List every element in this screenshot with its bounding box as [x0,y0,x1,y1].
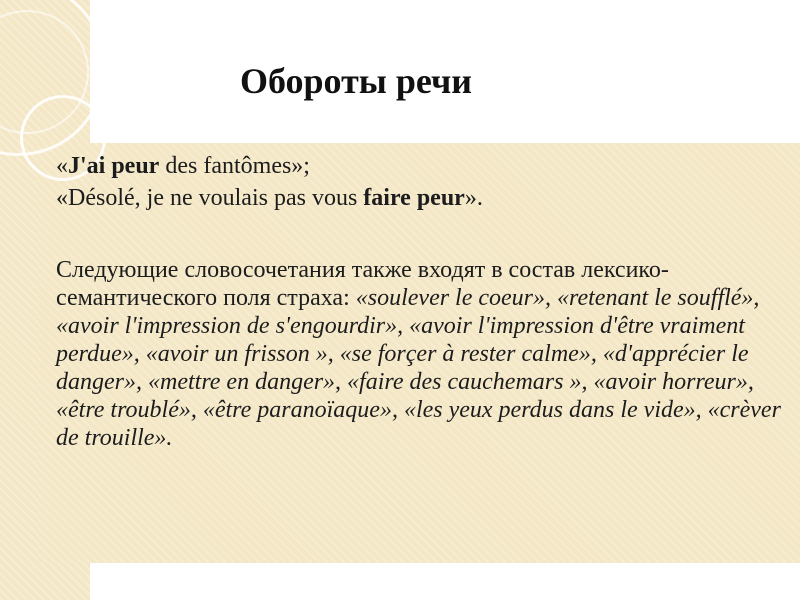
open-quote: « [56,153,68,179]
paragraph-phrases: «soulever le coeur», «retenant le soufflé», «avoir l'impression de s'engourdir», «avoir l'impression d'être vraiment perdue», «avoir un frisson », «se forçer à rester calme», «d'apprécier le danger», «mettre en danger», «faire des cauchemars », «avoir horreur», «être troublé», «être paranoïaque», «les yeux perdus dans le vide», «crèver de trouille». [56,285,781,451]
body-paragraph [56,256,791,452]
bold-phrase: faire peur [363,185,465,211]
bold-phrase: J'ai peur [68,153,160,179]
paragraph-intro: Следующие словосочетания также входят в состав лексико-семантического поля страха: [56,257,669,311]
slide-title: Обороты речи [240,61,473,101]
example-line-2 [56,182,791,214]
line-text: des fantômes»; [159,153,310,179]
example-lines [56,150,791,214]
example-line-1 [56,150,791,182]
line-text: ». [464,185,483,211]
line-text: «Désolé, je ne voulais pas vous [56,185,364,211]
